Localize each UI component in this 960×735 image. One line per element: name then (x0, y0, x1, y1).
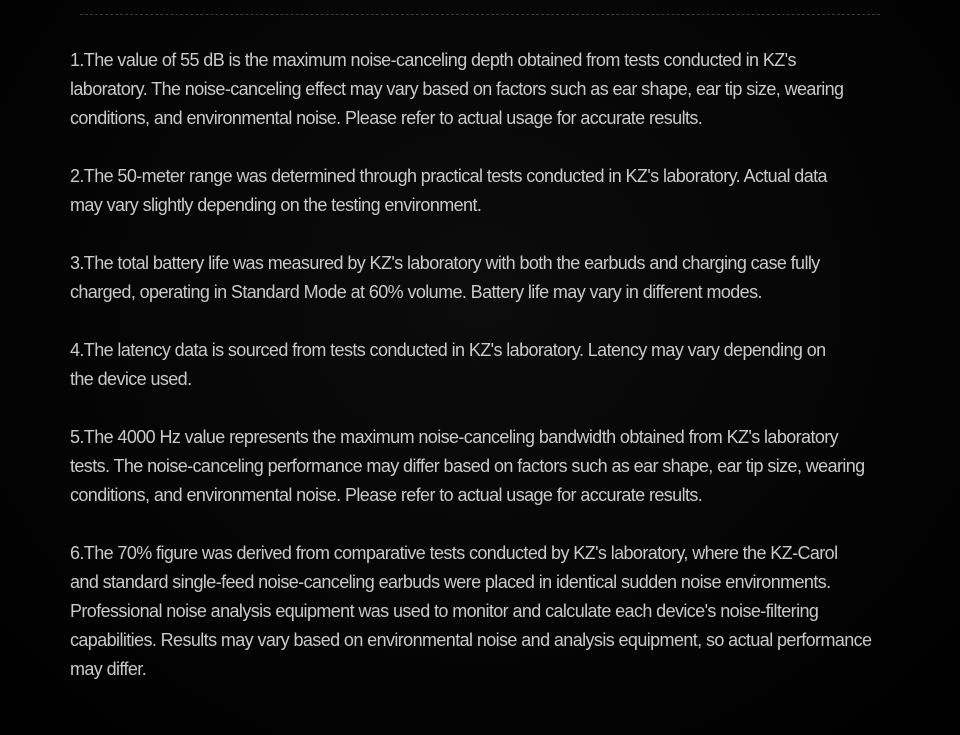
footnote-6-line-1: 6.The 70% figure was derived from comparative tests conducted by KZ's laboratory, where the KZ-Carol (70, 543, 838, 563)
footnote-6-line-3: Professional noise analysis equipment was used to monitor and calculate each device's noise-filtering (70, 601, 819, 621)
footnote-5 (70, 423, 945, 510)
footnote-5-line-2: tests. The noise-canceling performance may differ based on factors such as ear shape, ear tip size, wearing (70, 456, 865, 476)
footnote-list (70, 46, 945, 684)
footnote-1-line-2: laboratory. The noise-canceling effect may vary based on factors such as ear shape, ear tip size, wearing (70, 79, 844, 99)
footnote-5-line-1: 5.The 4000 Hz value represents the maximum noise-canceling bandwidth obtained from KZ's laboratory (70, 427, 839, 447)
footnote-3 (70, 249, 945, 307)
footnote-2 (70, 162, 945, 220)
footnote-5-line-3: conditions, and environmental noise. Please refer to actual usage for accurate results. (70, 485, 703, 505)
footnote-4-line-2: the device used. (70, 369, 192, 389)
footnote-6-line-4: capabilities. Results may vary based on environmental noise and analysis equipment, so actual performance (70, 630, 872, 650)
footnote-4 (70, 336, 945, 394)
footnote-6-line-2: and standard single-feed noise-canceling earbuds were placed in identical sudden noise environments. (70, 572, 831, 592)
footnote-1-line-1: 1.The value of 55 dB is the maximum noise-canceling depth obtained from tests conducted in KZ's (70, 50, 796, 70)
footnote-2-line-1: 2.The 50-meter range was determined through practical tests conducted in KZ's laboratory. Actual data (70, 166, 827, 186)
footnote-1-line-3: conditions, and environmental noise. Please refer to actual usage for accurate results. (70, 108, 703, 128)
footnote-2-line-2: may vary slightly depending on the testing environment. (70, 195, 482, 215)
footnote-4-line-1: 4.The latency data is sourced from tests conducted in KZ's laboratory. Latency may vary depending on (70, 340, 826, 360)
footnote-6-line-5: may differ. (70, 659, 147, 679)
footnote-1 (70, 46, 945, 133)
footnote-3-line-2: charged, operating in Standard Mode at 60% volume. Battery life may vary in different modes. (70, 282, 762, 302)
footnote-6 (70, 539, 945, 684)
top-divider (80, 14, 880, 15)
footnote-3-line-1: 3.The total battery life was measured by KZ's laboratory with both the earbuds and charging case fully (70, 253, 820, 273)
